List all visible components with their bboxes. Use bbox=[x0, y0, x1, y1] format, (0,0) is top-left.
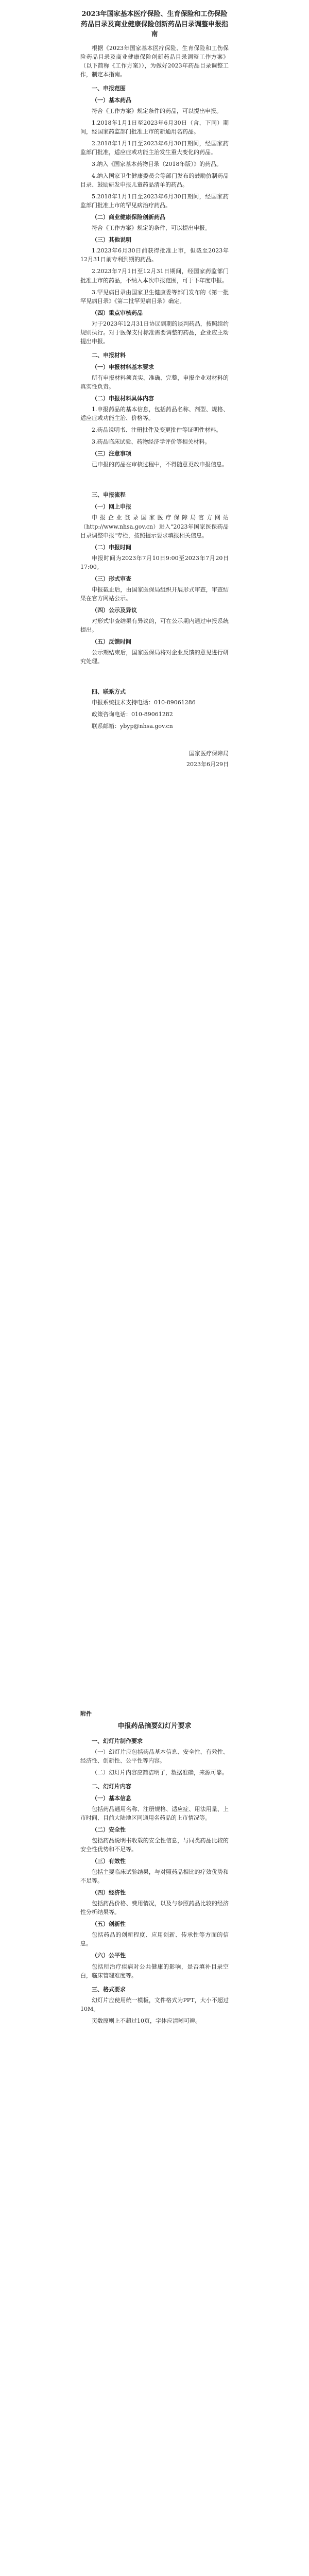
paragraph: 符合《工作方案》规定的条件，可以提出申报。 bbox=[92, 225, 211, 232]
paragraph: 包括药品说明书收载的安全性信息，与同类药品比较的安全性优势和不足等。 bbox=[80, 1837, 229, 1853]
subsection-heading: （一）基本信息 bbox=[92, 1794, 131, 1802]
document-title: 2023年国家基本医疗保险、生育保险和工伤保险药品目录及商业健康保险创新药品目录调整申报指南 bbox=[80, 10, 228, 38]
subsection-heading: （二）商业健康保险创新药品 bbox=[92, 214, 165, 221]
paragraph: 申报系统技术支持电话：010-89061286 bbox=[92, 699, 196, 706]
subsection-heading: （五）反馈时间 bbox=[92, 638, 131, 646]
paragraph: （一）幻灯片应包括药品基本信息、安全性、有效性、经济性、创新性、公平性等内容。 bbox=[80, 1748, 229, 1764]
paragraph: 申报企业登录国家医疗保障局官方网站（http://www.nhsa.gov.cn）进入"2023年国家医保药品目录调整申报"专栏，按照提示要求填报相关信息。 bbox=[80, 514, 229, 539]
subsection-heading: （五）创新性 bbox=[92, 1921, 126, 1928]
section-heading: 三、申报流程 bbox=[92, 492, 126, 499]
section-heading: 四、联系方式 bbox=[92, 688, 126, 696]
paragraph: 5.2018年1月1日至2023年6月30日期间，经国家药监部门批准上市的罕见病治疗药品。 bbox=[80, 193, 229, 209]
paragraph: 已申报的药品在审核过程中，不得随意更改申报信息。 bbox=[92, 461, 228, 468]
subsection-heading: （六）公平性 bbox=[92, 1952, 126, 1959]
paragraph: 联系邮箱：ybyp@nhsa.gov.cn bbox=[92, 723, 173, 730]
paragraph: 4.纳入国家卫生健康委员会等部门发布的鼓励仿制药品目录、鼓励研发申报儿童药品清单的药品。 bbox=[80, 173, 229, 189]
signature-date: 2023年6月29日 bbox=[186, 761, 229, 768]
attachment-label: 附件 bbox=[80, 1710, 92, 1717]
attachment-title: 申报药品摘要幻灯片要求 bbox=[117, 1722, 192, 1731]
subsection-heading: （四）公示及异议 bbox=[92, 606, 137, 614]
section-heading: 一、幻灯片制作要求 bbox=[92, 1737, 143, 1744]
paragraph: 1.申报药品的基本信息，包括药品名称、剂型、规格、适应症或功能主治、价格等。 bbox=[80, 406, 229, 422]
subsection-heading: （一）网上申报 bbox=[92, 503, 131, 511]
subsection-heading: （一）基本药品 bbox=[92, 96, 131, 104]
paragraph: 页数原则上不超过10页，字体应清晰可辨。 bbox=[92, 2017, 201, 2024]
paragraph: 包括药品价格、费用情况，以及与参照药品比较的经济性分析结果等。 bbox=[80, 1900, 229, 1916]
subsection-heading: （四）经济性 bbox=[92, 1889, 126, 1896]
subsection-heading: （二）申报材料具体内容 bbox=[92, 395, 154, 402]
section-heading: 一、申报范围 bbox=[92, 84, 126, 92]
document-page-2 bbox=[80, 1709, 229, 2576]
section-heading: 三、格式要求 bbox=[92, 1986, 126, 1993]
subsection-heading: （一）申报材料基本要求 bbox=[92, 363, 154, 370]
subsection-heading: （二）安全性 bbox=[92, 1826, 126, 1833]
subsection-heading: （二）申报时间 bbox=[92, 544, 131, 551]
paragraph: 包括药品通用名称、注册规格、适应症、用法用量、上市时间、目前大陆地区同通用名药品的上市情况等。 bbox=[80, 1805, 229, 1821]
paragraph: 3.纳入《国家基本药物目录（2018年版）》的药品。 bbox=[92, 161, 222, 168]
paragraph: 2.药品说明书、注册批件及变更批件等证明性材料。 bbox=[92, 427, 222, 434]
paragraph: 3.罕见病目录由国家卫生健康委等部门发布的《第一批罕见病目录》《第二批罕见病目录》确定。 bbox=[80, 289, 229, 304]
paragraph: 1.2023年6月30日前获得批准上市，但截至2023年12月31日前专利到期的药品。 bbox=[80, 247, 229, 263]
document-page-1 bbox=[80, 9, 229, 1699]
paragraph: 申报截止后，由国家医保局组织开展形式审查，审查结果在官方网站公示。 bbox=[80, 586, 229, 602]
paragraph: 包括药品的创新程度、应用创新、传承性等方面的信息。 bbox=[80, 1931, 229, 1947]
paragraph: 公示期结束后，国家医保局将对企业反馈的意见进行研究处理。 bbox=[80, 649, 229, 665]
paragraph: 包括所治疗疾病对公共健康的影响，是否填补目录空白，临床管理难度等。 bbox=[80, 1963, 229, 1979]
subsection-heading: （三）注意事项 bbox=[92, 450, 131, 457]
section-heading: 二、申报材料 bbox=[92, 351, 126, 359]
paragraph: 对形式审查结果有异议的，可在公示期内通过申报系统提出。 bbox=[80, 617, 229, 633]
paragraph: 3.药品临床试验、药物经济学评价等相关材料。 bbox=[92, 438, 211, 446]
paragraph: 符合《工作方案》规定条件的药品，可以提出申报。 bbox=[92, 107, 222, 114]
subsection-heading: （三）形式审查 bbox=[92, 575, 131, 582]
paragraph: 对于2023年12月31日协议到期的谈判药品，按照续约规则执行。对于医保支付标准需要调整的药品，企业应主动提出申报。 bbox=[80, 320, 229, 345]
subsection-heading: （三）有效性 bbox=[92, 1858, 126, 1865]
paragraph: 2.2018年1月1日至2023年6月30日期间，经国家药监部门批准，适应症或功能主治发生重大变化的药品。 bbox=[80, 140, 229, 156]
paragraph: 2.2023年7月1日至12月31日期间，经国家药监部门批准上市的药品，不纳入本次申报范围，可于下年度申报。 bbox=[80, 268, 229, 284]
section-heading: 二、幻灯片内容 bbox=[92, 1783, 131, 1790]
paragraph: 申报时间为2023年7月10日9:00至2023年7月20日17:00。 bbox=[80, 554, 229, 570]
paragraph: 政策咨询电话：010-89061282 bbox=[92, 711, 173, 718]
paragraph: （二）幻灯片内容应简洁明了，数据准确，来源可靠。 bbox=[92, 1769, 228, 1776]
paragraph: 1.2018年1月1日至2023年6月30日（含，下同）期间，经国家药监部门批准上市的新通用名药品。 bbox=[80, 119, 229, 135]
paragraph: 包括主要临床试验结果，与对照药品相比的疗效优势和不足等。 bbox=[80, 1869, 229, 1885]
subsection-heading: （四）重点审核药品 bbox=[92, 309, 143, 316]
paragraph: 所有申报材料须真实、准确、完整，申报企业对材料的真实性负责。 bbox=[80, 374, 229, 390]
subsection-heading: （三）其他说明 bbox=[92, 236, 131, 244]
signature-org: 国家医疗保障局 bbox=[189, 750, 229, 757]
intro-paragraph: 根据《2023年国家基本医疗保险、生育保险和工伤保险药品目录及商业健康保险创新药品目录调整工作方案》（以下简称《工作方案》），为做好2023年药品目录调整工作，制定本指南。 bbox=[80, 44, 229, 78]
paragraph: 幻灯片应使用统一模板，文件格式为PPT，大小不超过10M。 bbox=[80, 1996, 229, 2012]
